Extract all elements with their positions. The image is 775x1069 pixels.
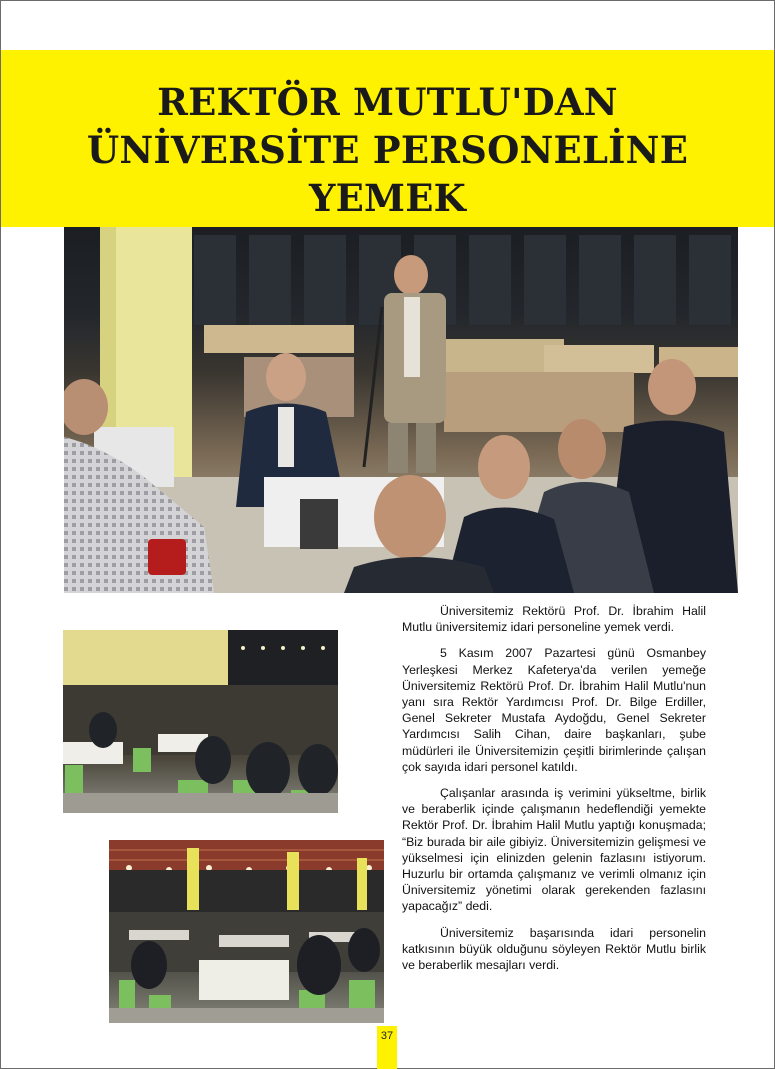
title-line-2: ÜNİVERSİTE PERSONELİNE (86, 128, 689, 172)
article-paragraph-4: Üniversitemiz başarısında idari personelin katkısının büyük olduğunu söyleyen Rektör Mutlu birlik ve beraberlik mesajları verdi. (402, 925, 706, 973)
photo-dining-hall-illustration (109, 840, 384, 1023)
article-paragraph-2: 5 Kasım 2007 Pazartesi günü Osmanbey Yerleşkesi Merkez Kafeterya'da verilen yemeğe Üniversitemiz Rektörü Prof. Dr. İbrahim Halil Mutlu'nun yanı sıra Rektör Yardımcısı Prof. Dr. Bilge Erdiller, Genel Sekreter Mustafa Aydoğdu, Genel Sekreter Yardımcısı Salih Cihan, daire başkanları, şube müdürleri ile Üniversitemizin çeşitli birimlerinde çalışan çok sayıda idari personel katıldı. (402, 646, 706, 774)
page-number: 37 (380, 1030, 394, 1042)
title-line-1: REKTÖR MUTLU'DAN (157, 80, 618, 124)
photo-staff-dinner (63, 630, 338, 813)
photo-dining-hall (109, 840, 384, 1023)
title-line-3: YEMEK (309, 176, 466, 220)
photo-staff-dinner-illustration (63, 630, 338, 813)
page-title (0, 78, 775, 222)
article-paragraph-3: Çalışanlar arasında iş verimini yükseltme, birlik ve beraberlik içinde çalışmanın hedeflendiği yemekte Rektör Prof. Dr. İbrahim Halil Mutlu yaptığı konuşmada; “Biz burada bir aile gibiyiz. Üniversitemizin gelişmesi ve yükselmesi için elinizden gelenin fazlasını istiyorum. Huzurlu bir ortamda çalışmanız ve verimli olmanız için Üniversitemiz yönetimi olarak gerekenden fazlasını yapacağız” dedi. (402, 786, 706, 914)
photo-rector-speech-illustration (64, 227, 738, 593)
article-paragraph-1: Üniversitemiz Rektörü Prof. Dr. İbrahim Halil Mutlu üniversitemiz idari personeline yemek verdi. (402, 604, 706, 635)
photo-rector-speech (64, 227, 738, 593)
article-body (402, 603, 706, 983)
